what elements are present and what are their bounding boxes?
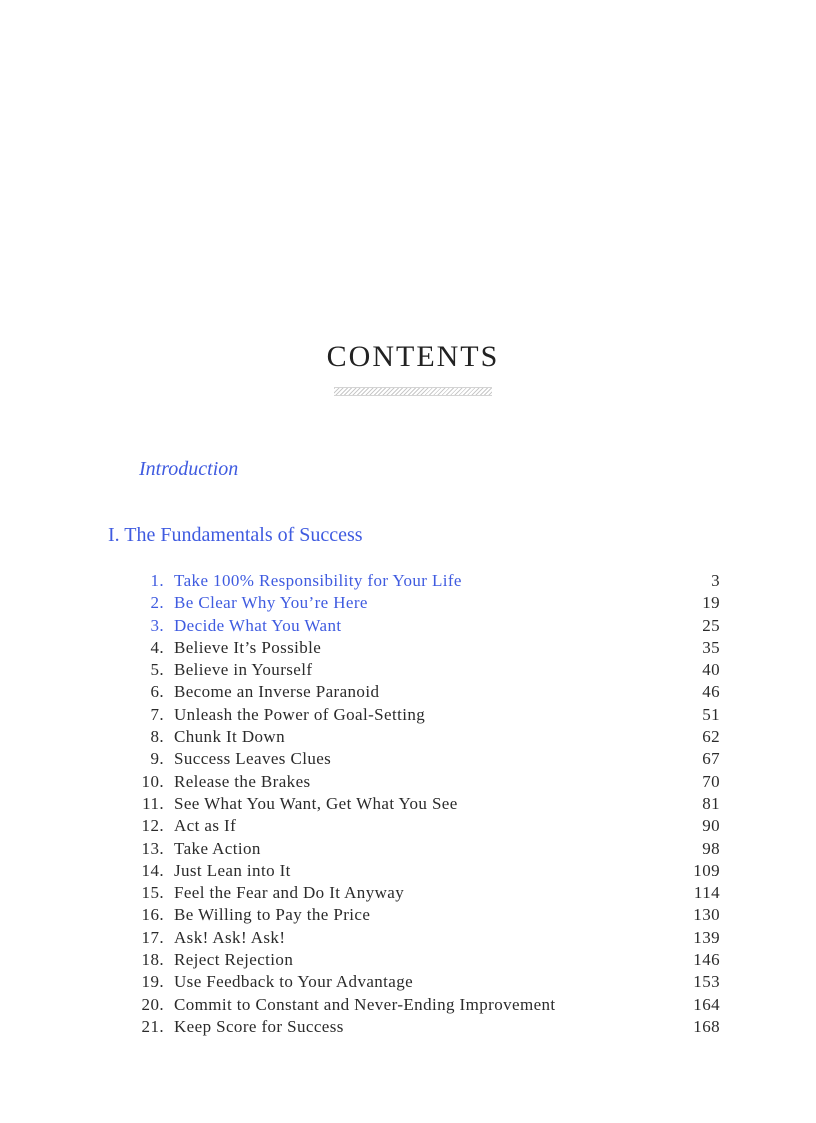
chapter-number[interactable]: 2.: [150, 593, 164, 613]
chapter-page-number: 153: [693, 972, 720, 992]
chapter-title: Believe It’s Possible: [174, 637, 322, 657]
chapter-title-link[interactable]: Take 100% Responsibility for Your Life: [174, 571, 462, 590]
chapter-page-number: 67: [702, 749, 720, 769]
toc-row: [134, 638, 720, 660]
chapter-title: Be Willing to Pay the Price: [174, 905, 371, 925]
page-title: CONTENTS: [326, 340, 500, 373]
chapter-page-number: 98: [702, 838, 720, 858]
chapter-number: 20.: [141, 994, 164, 1014]
chapter-title-link[interactable]: Be Clear Why You’re Here: [174, 593, 368, 613]
chapter-number: 7.: [150, 704, 164, 724]
chapter-page-number: 139: [693, 927, 720, 947]
chapter-title: Take Action: [174, 838, 261, 858]
chapter-page-number: 168: [693, 1016, 720, 1036]
toc-row: [134, 995, 720, 1017]
chapter-number: 18.: [141, 950, 164, 970]
toc-row: [134, 682, 720, 704]
toc-row: [134, 660, 720, 682]
chapter-number: 15.: [141, 883, 164, 903]
chapter-number[interactable]: 3.: [150, 615, 164, 635]
toc-row: [134, 749, 720, 771]
chapter-page-number: 51: [702, 704, 720, 724]
chapter-page-number: 35: [702, 637, 720, 657]
chapter-title: Feel the Fear and Do It Anyway: [174, 883, 405, 903]
chapter-number: 10.: [141, 771, 164, 791]
chapter-page-number: 62: [702, 727, 720, 747]
chapter-number: 16.: [141, 905, 164, 925]
chapter-title: Use Feedback to Your Advantage: [174, 972, 414, 992]
chapter-page-number: 90: [702, 816, 720, 836]
chapter-title: Become an Inverse Paranoid: [174, 682, 380, 702]
chapter-number: 13.: [141, 838, 164, 858]
chapter-title: Chunk It Down: [174, 727, 285, 747]
chapter-page-number: 130: [693, 905, 720, 925]
toc-row: [134, 727, 720, 749]
chapter-number: 9.: [150, 749, 164, 769]
toc-row: [134, 950, 720, 972]
chapter-number: 19.: [141, 972, 164, 992]
chapter-number[interactable]: 1.: [150, 571, 164, 590]
chapter-number: 17.: [141, 927, 164, 947]
chapter-page-number: 19: [702, 593, 720, 613]
chapter-number: 6.: [150, 682, 164, 702]
toc-row: [134, 794, 720, 816]
chapter-title: See What You Want, Get What You See: [174, 793, 458, 813]
toc-row: [134, 905, 720, 927]
chapter-title: Act as If: [174, 816, 237, 836]
title-ornament-rule: [334, 387, 492, 396]
part-heading-link[interactable]: I. The Fundamentals of Success: [108, 524, 363, 546]
chapter-number: 14.: [141, 860, 164, 880]
chapter-title: Commit to Constant and Never-Ending Improvement: [174, 994, 556, 1014]
chapter-title: Reject Rejection: [174, 950, 294, 970]
table-of-contents: [134, 571, 720, 1039]
chapter-page-number: 70: [702, 771, 720, 791]
chapter-page-number: 146: [693, 950, 720, 970]
toc-row[interactable]: [134, 593, 720, 615]
toc-row: [134, 839, 720, 861]
chapter-number: 11.: [142, 793, 164, 813]
toc-row[interactable]: [134, 616, 720, 638]
chapter-page-number: 25: [702, 615, 720, 635]
chapter-title: Unleash the Power of Goal-Setting: [174, 704, 426, 724]
chapter-title-link[interactable]: Decide What You Want: [174, 615, 342, 635]
toc-row: [134, 928, 720, 950]
chapter-page-number: 40: [702, 660, 720, 680]
toc-row: [134, 772, 720, 794]
chapter-number: 21.: [141, 1016, 164, 1036]
toc-row: [134, 1017, 720, 1039]
chapter-title: Success Leaves Clues: [174, 749, 332, 769]
chapter-title: Just Lean into It: [174, 860, 291, 880]
chapter-title: Ask! Ask! Ask!: [174, 927, 286, 947]
chapter-title: Release the Brakes: [174, 771, 311, 791]
chapter-page-number: 46: [702, 682, 720, 702]
toc-row: [134, 705, 720, 727]
introduction-link[interactable]: Introduction: [139, 458, 239, 480]
chapter-number: 4.: [150, 637, 164, 657]
chapter-page-number: 164: [693, 994, 720, 1014]
toc-row[interactable]: [134, 571, 720, 593]
chapter-page-number: 81: [702, 793, 720, 813]
chapter-number: 12.: [141, 816, 164, 836]
chapter-page-number: 114: [693, 883, 720, 903]
toc-row: [134, 861, 720, 883]
chapter-page-number: 3: [711, 571, 720, 590]
toc-row: [134, 972, 720, 994]
chapter-number: 5.: [150, 660, 164, 680]
toc-row: [134, 816, 720, 838]
toc-row: [134, 883, 720, 905]
chapter-page-number: 109: [693, 860, 720, 880]
chapter-number: 8.: [150, 727, 164, 747]
chapter-title: Keep Score for Success: [174, 1016, 344, 1036]
chapter-title: Believe in Yourself: [174, 660, 313, 680]
